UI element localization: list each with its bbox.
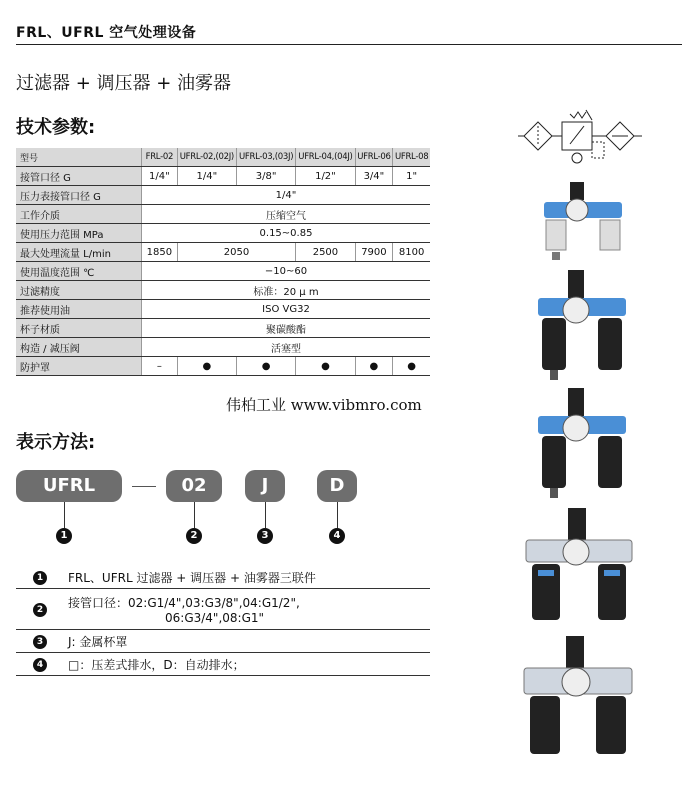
spec-cell: 1/4": [142, 167, 178, 186]
spec-row-label: 使用压力范围 MPa: [16, 224, 142, 243]
watermark: 伟柏工业 www.vibmro.com: [226, 396, 422, 414]
product-image: [536, 270, 628, 382]
spec-cell: 0.15~0.85: [142, 224, 431, 243]
product-image: [536, 388, 628, 500]
legend-text: 06:G3/4",08:G1": [165, 610, 265, 625]
code-part-port: 02: [166, 470, 222, 502]
header-divider: [16, 44, 682, 45]
code-part-drain: D: [317, 470, 357, 502]
spec-table: [16, 148, 430, 376]
guard-dot: ●: [296, 357, 355, 376]
guard-dot: ●: [177, 357, 236, 376]
legend-number: 4: [33, 658, 47, 672]
spec-cell: 1": [393, 167, 430, 186]
code-number: 3: [257, 528, 273, 544]
spec-row: [16, 262, 430, 281]
spec-cell: 7900: [355, 243, 393, 262]
spec-row: [16, 205, 430, 224]
legend-text: FRL、UFRL 过滤器 + 调压器 + 油雾器三联件: [64, 566, 430, 589]
spec-row-label: 最大处理流量 L/min: [16, 243, 142, 262]
legend-number: 1: [33, 571, 47, 585]
code-stem: [337, 502, 338, 528]
legend-text: 接管口径：02:G1/4",03:G3/8",04:G1/2",: [68, 595, 300, 610]
legend-row: [16, 630, 430, 653]
spec-section-title: 技术参数:: [16, 117, 96, 138]
spec-header-label: 型号: [16, 148, 142, 167]
guard-dot: ●: [355, 357, 393, 376]
header-title: FRL、UFRL 空气处理设备: [16, 25, 197, 41]
spec-cell: 1/2": [296, 167, 355, 186]
guard-dot: ●: [393, 357, 430, 376]
spec-cell: 8100: [393, 243, 430, 262]
legend-text: □：压差式排水，D：自动排水；: [64, 653, 430, 676]
spec-row: [16, 338, 430, 357]
legend-number: 2: [33, 603, 47, 617]
product-image: [524, 508, 634, 630]
spec-row-label: 接管口径 G: [16, 167, 142, 186]
code-part-series: UFRL: [16, 470, 122, 502]
spec-row: [16, 243, 430, 262]
spec-cell: 1850: [142, 243, 178, 262]
frl-symbol-icon: [518, 108, 642, 164]
product-image-small: [540, 182, 626, 262]
code-stem: [64, 502, 65, 528]
model-col: UFRL-04,(04J): [296, 148, 355, 167]
code-number: 4: [329, 528, 345, 544]
spec-row: [16, 167, 430, 186]
method-section-title: 表示方法:: [16, 432, 96, 453]
spec-cell: 3/4": [355, 167, 393, 186]
legend-table: [16, 566, 430, 676]
model-col: UFRL-02,(02J): [177, 148, 236, 167]
spec-cell: 2050: [177, 243, 296, 262]
spec-row: [16, 281, 430, 300]
legend-row: [16, 589, 430, 630]
model-col: FRL-02: [142, 148, 178, 167]
spec-cell: −10~60: [142, 262, 431, 281]
guard-cell: –: [142, 357, 178, 376]
spec-cell: 标准：20 μ m: [142, 281, 431, 300]
spec-row: [16, 300, 430, 319]
spec-row: [16, 357, 430, 376]
spec-row-label: 使用温度范围 ℃: [16, 262, 142, 281]
page-subtitle: 过滤器 + 调压器 + 油雾器: [16, 73, 232, 94]
spec-row-label: 构造 / 减压阀: [16, 338, 142, 357]
code-stem: [194, 502, 195, 528]
spec-cell: 1/4": [177, 167, 236, 186]
legend-number: 3: [33, 635, 47, 649]
spec-row-label: 推荐使用油: [16, 300, 142, 319]
model-col: UFRL-08: [393, 148, 430, 167]
code-dash: [132, 486, 156, 487]
spec-row-label: 防护罩: [16, 357, 142, 376]
legend-row: [16, 566, 430, 589]
spec-row-label: 压力表接管口径 G: [16, 186, 142, 205]
spec-cell: 聚碳酸酯: [142, 319, 431, 338]
legend-row: [16, 653, 430, 676]
code-number: 1: [56, 528, 72, 544]
spec-row-label: 过滤精度: [16, 281, 142, 300]
model-col: UFRL-06: [355, 148, 393, 167]
code-part-cup: J: [245, 470, 285, 502]
spec-row: [16, 224, 430, 243]
spec-cell: 压缩空气: [142, 205, 431, 224]
spec-cell: 活塞型: [142, 338, 431, 357]
product-image: [522, 636, 634, 758]
spec-row: [16, 186, 430, 205]
spec-cell: 2500: [296, 243, 355, 262]
spec-cell: 1/4": [142, 186, 431, 205]
spec-header-row: [16, 148, 430, 167]
model-col: UFRL-03,(03J): [236, 148, 295, 167]
spec-row-label: 工作介质: [16, 205, 142, 224]
legend-text: J: 金属杯罩: [64, 630, 430, 653]
code-number: 2: [186, 528, 202, 544]
spec-row: [16, 319, 430, 338]
spec-cell: 3/8": [236, 167, 295, 186]
spec-row-label: 杯子材质: [16, 319, 142, 338]
spec-cell: ISO VG32: [142, 300, 431, 319]
guard-dot: ●: [236, 357, 295, 376]
code-stem: [265, 502, 266, 528]
